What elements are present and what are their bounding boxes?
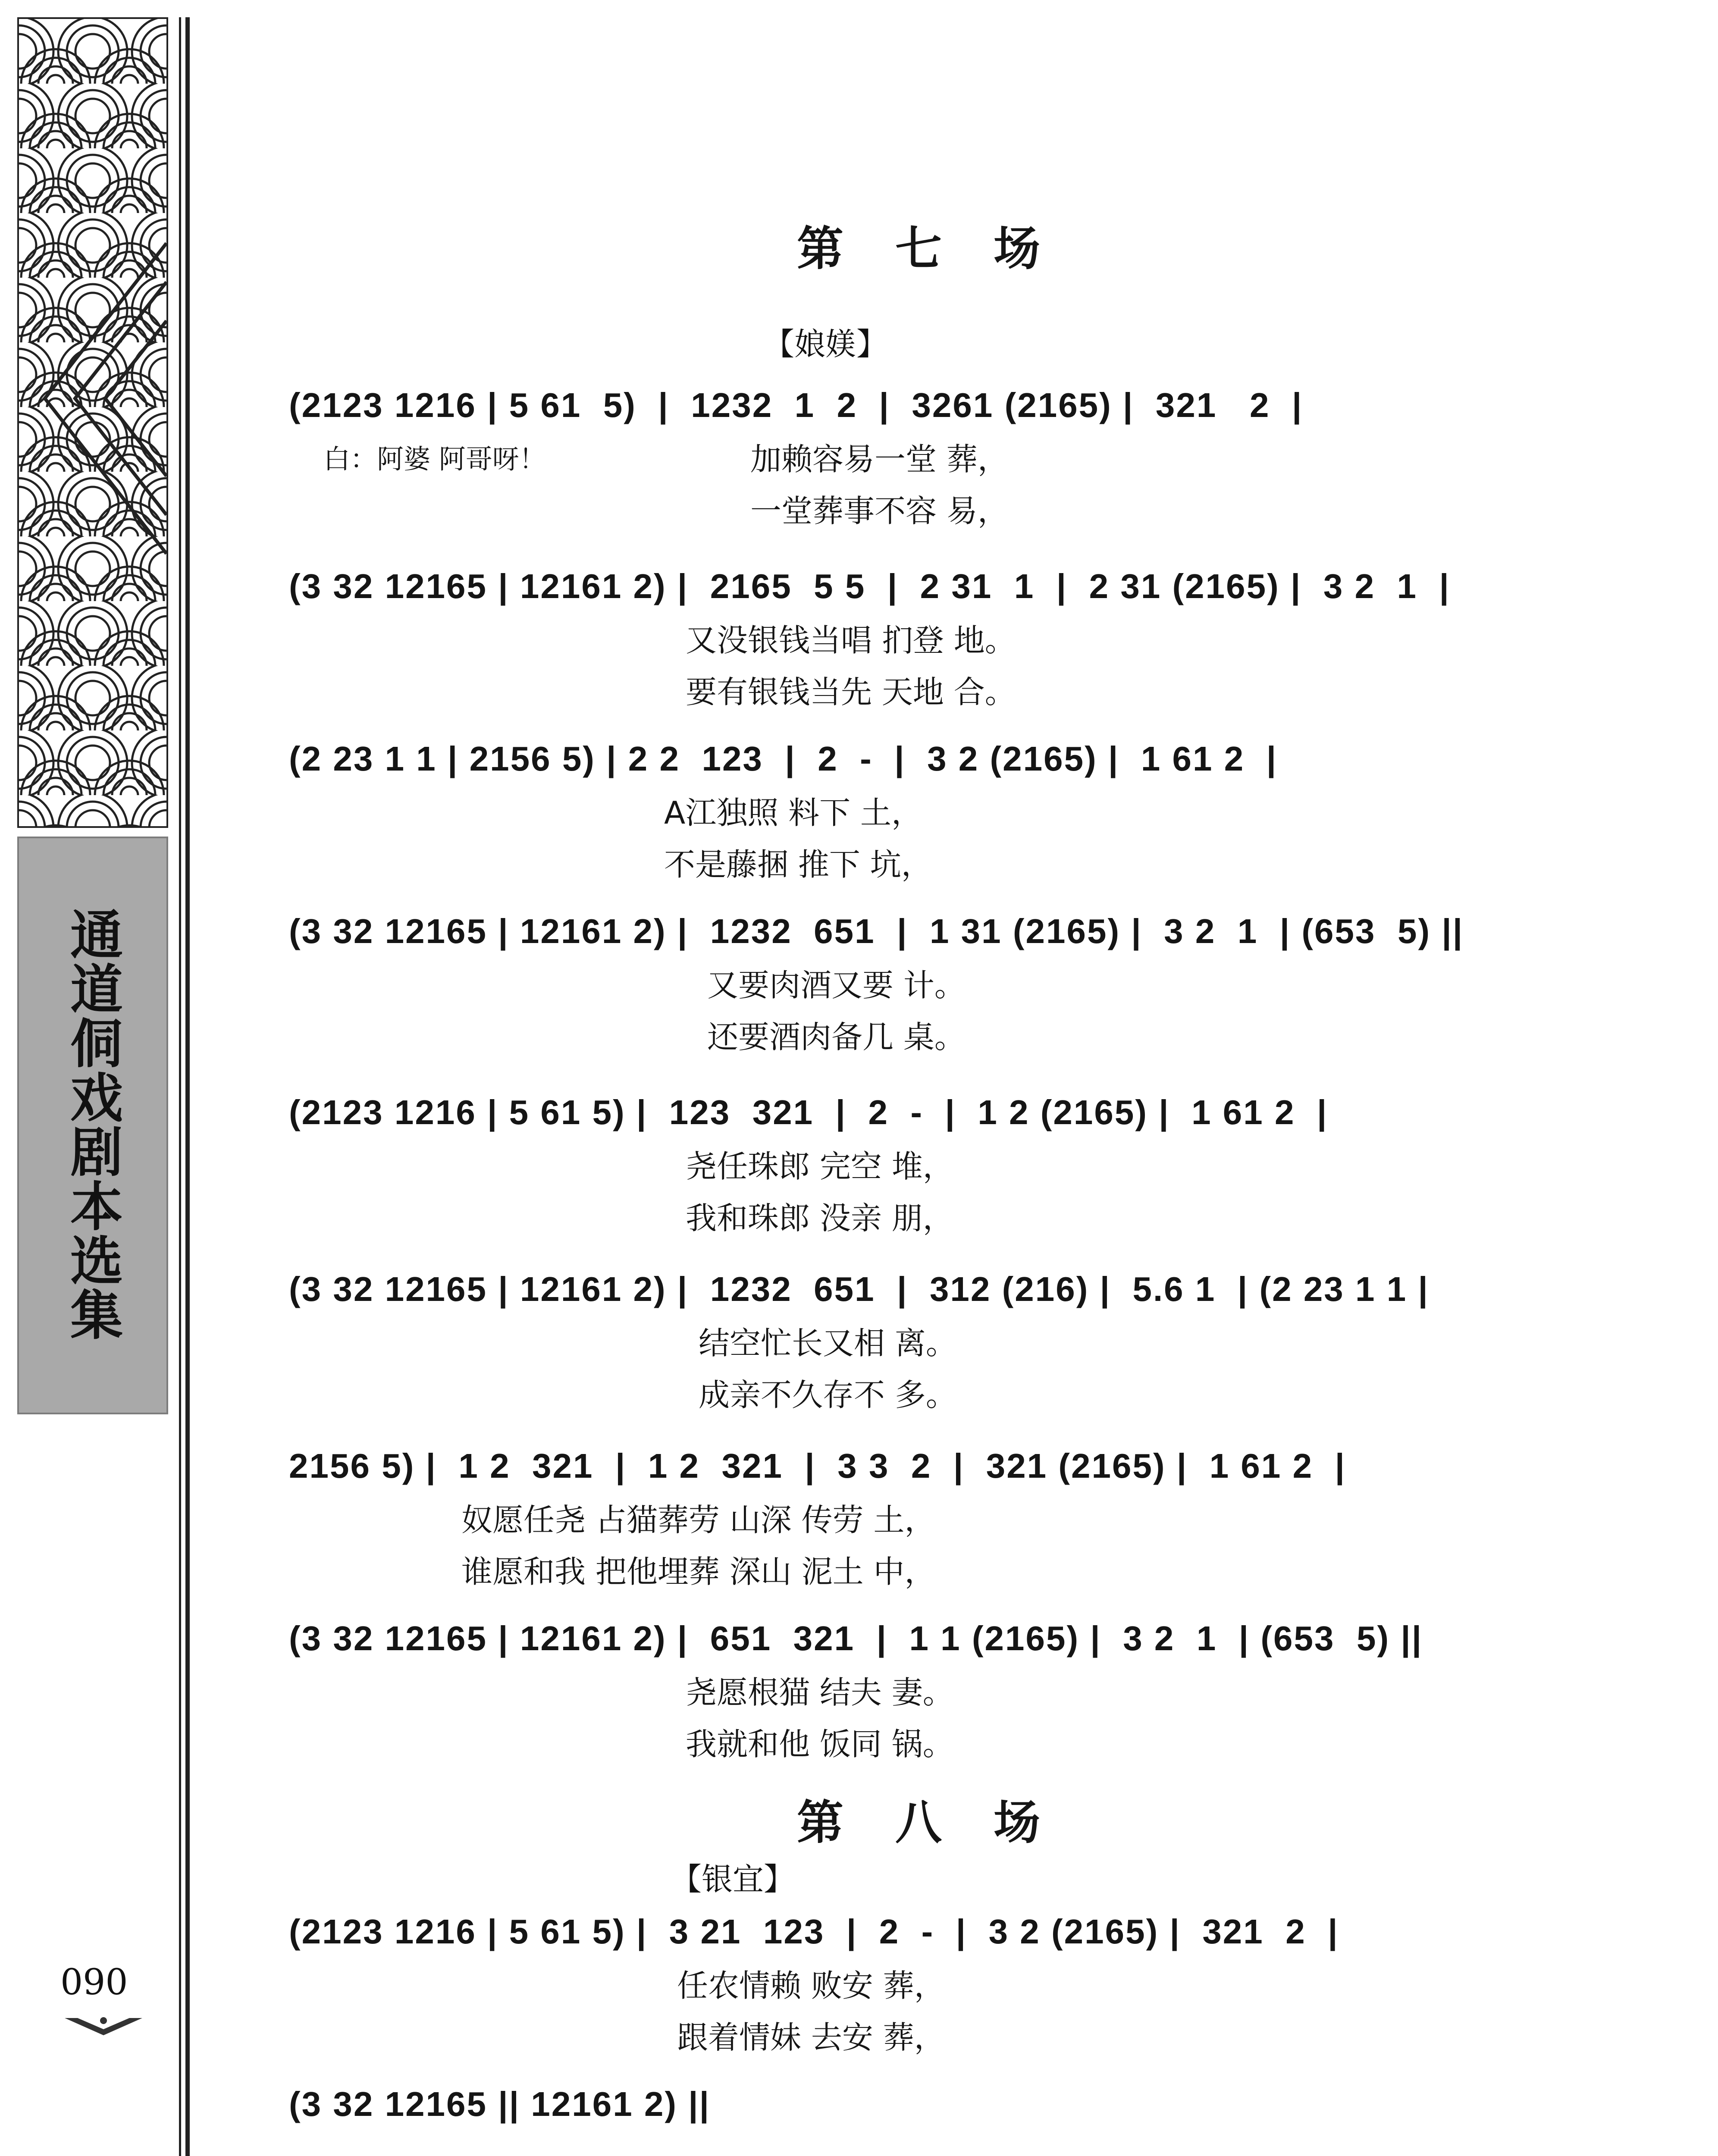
spoken-line: 白：阿婆 阿哥呀！ xyxy=(323,443,546,475)
lyric-verse-2: 我和珠郎 没亲 朋， xyxy=(686,1200,954,1236)
notation-system-8 xyxy=(289,1613,1548,1762)
scene-7-tune-name: 【娘媄】 xyxy=(763,326,888,362)
lyric-verse-2: 不是藤捆 推下 坑， xyxy=(664,846,932,883)
jianpu-notation: (2123 1216 | 5 61 5) | 3 21 123 | 2 - | 3 2 (2165) | 321 2 | xyxy=(289,1912,1339,1951)
lyric-verse-2: 我就和他 饭同 锅。 xyxy=(686,1726,954,1762)
lyric-verse-1: 奴愿任尧 占猫葬劳 山深 传劳 土， xyxy=(461,1502,936,1538)
notation-system-9 xyxy=(289,1906,1548,2056)
jianpu-notation: (3 32 12165 || 12161 2) || xyxy=(289,2085,711,2123)
lyric-verse-1: 结空忙长又相 离。 xyxy=(699,1325,957,1361)
notation-system-7 xyxy=(289,1440,1548,1590)
book-title-panel xyxy=(17,837,168,1414)
notation-system-4 xyxy=(289,906,1548,1055)
notation-system-10 xyxy=(289,2078,1548,2156)
scene-8-title: 第八场 xyxy=(796,1796,1092,1850)
lyric-verse-1: 又要肉酒又要 计。 xyxy=(707,967,966,1003)
jianpu-notation: 2156 5) | 1 2 321 | 1 2 321 | 3 3 2 | 321 (2165) | 1 61 2 | xyxy=(289,1447,1346,1485)
lyric-verse-2: 要有银钱当先 天地 合。 xyxy=(686,674,1016,710)
page-number: 090 xyxy=(60,1962,128,2003)
lyric-verse-2: 还要酒肉备几 桌。 xyxy=(707,1019,966,1055)
lyric-verse-2: 一堂葬事不容 易， xyxy=(750,493,1009,529)
lyric-verse-1: 任农情赖 败安 葬， xyxy=(677,1968,945,2004)
jianpu-notation: (3 32 12165 | 12161 2) | 651 321 | 1 1 (2165) | 3 2 1 | (653 5) || xyxy=(289,1619,1423,1658)
jianpu-notation: (2123 1216 | 5 61 5) | 1232 1 2 | 3261 (2165) | 321 2 | xyxy=(289,386,1303,424)
notation-system-6 xyxy=(289,1263,1548,1413)
notation-system-1 xyxy=(289,379,1548,529)
page-ornament-icon xyxy=(65,2014,142,2040)
lyric-verse-1: 尧愿根猫 结夫 妻。 xyxy=(686,1674,954,1711)
jianpu-notation: (3 32 12165 | 12161 2) | 1232 651 | 1 31 (2165) | 3 2 1 | (653 5) || xyxy=(289,912,1464,950)
margin-rule-thin xyxy=(179,17,181,2156)
jianpu-notation: (2 23 1 1 | 2156 5) | 2 2 123 | 2 - | 3 2 (2165) | 1 61 2 | xyxy=(289,740,1278,778)
cloud-pattern-ornament xyxy=(17,17,168,828)
jianpu-notation: (3 32 12165 | 12161 2) | 2165 5 5 | 2 31 1 | 2 31 (2165) | 3 2 1 | xyxy=(289,567,1450,605)
notation-system-5 xyxy=(289,1087,1548,1236)
margin-rule-thick xyxy=(185,17,190,2156)
lyric-verse-2: 跟着情妹 去安 葬， xyxy=(677,2019,945,2056)
lyric-verse-1: 又没银钱当唱 扪登 地。 xyxy=(686,622,1016,658)
notation-system-3 xyxy=(289,733,1548,883)
lyric-verse-2: 成亲不久存不 多。 xyxy=(699,1377,957,1413)
lyric-verse-1: 加赖容易一堂 葬， xyxy=(750,441,1009,477)
lyric-verse-1: 尧任珠郎 完空 堆， xyxy=(686,1148,954,1185)
lyric-verse-1: A江独照 料下 土， xyxy=(664,795,923,831)
jianpu-notation: (3 32 12165 | 12161 2) | 1232 651 | 312 (216) | 5.6 1 | (2 23 1 1 | xyxy=(289,1270,1429,1308)
jianpu-notation: (2123 1216 | 5 61 5) | 123 321 | 2 - | 1 2 (2165) | 1 61 2 | xyxy=(289,1093,1328,1131)
book-title: 通道侗戏剧本选集 xyxy=(61,907,124,1342)
margin-band xyxy=(17,17,168,1414)
cloud-pattern-icon xyxy=(19,19,166,826)
notation-system-2 xyxy=(289,561,1548,710)
lyric-verse-2: 谁愿和我 把他埋葬 深山 泥土 中， xyxy=(461,1554,936,1590)
scene-8-tune-name: 【银宜】 xyxy=(671,1861,795,1897)
scene-7-title: 第七场 xyxy=(796,222,1092,276)
